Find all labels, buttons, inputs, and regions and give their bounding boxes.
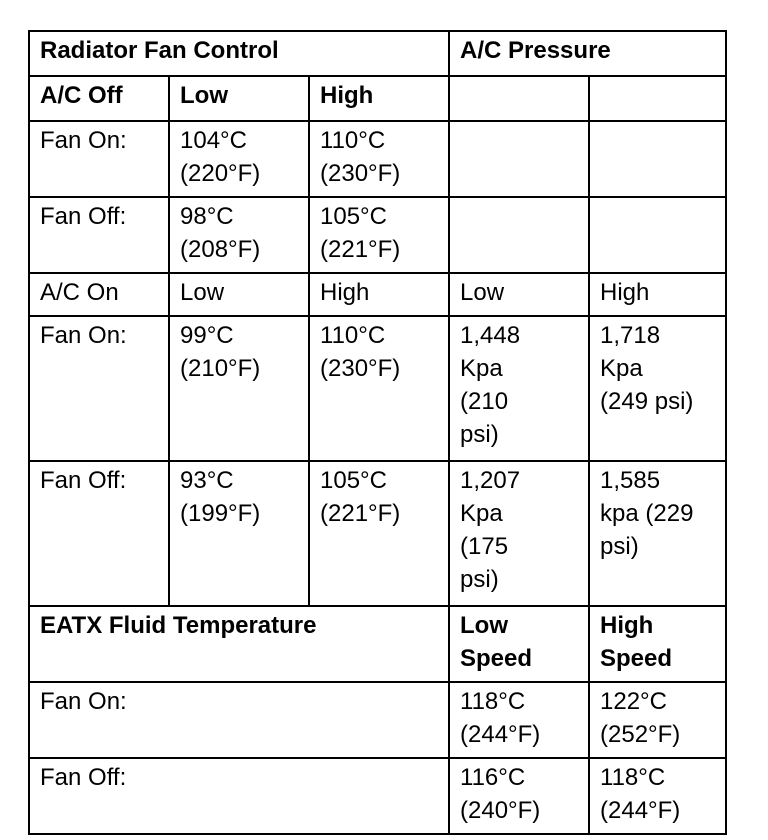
pressure-line: 1,585 [600,467,661,494]
eatx-fan-off-high [589,758,726,834]
ac-on-fan-on-row [29,316,726,461]
ac-on-fan-off-row [29,461,726,606]
pressure-line: Kpa [600,355,643,382]
ac-pressure-fan-off-low [449,461,589,606]
temp-celsius: 105°C [320,467,387,494]
pressure-line: 1,718 [600,322,661,349]
pressure-line: 1,207 [460,467,521,494]
row-label: Fan Off: [29,758,449,834]
ac-off-fan-off-low [169,197,309,273]
ac-off-header-row [29,76,726,121]
temp-fahrenheit: (244°F) [600,797,681,824]
table-title-row [29,31,726,76]
temp-fahrenheit: (240°F) [460,797,541,824]
empty-cell [589,197,726,273]
temp-fahrenheit: (199°F) [180,500,261,527]
ac-off-fan-on-row [29,121,726,197]
eatx-fluid-temperature-title: EATX Fluid Temperature [29,606,449,682]
eatx-fan-on-low [449,682,589,758]
radiator-fan-control-title: Radiator Fan Control [29,31,449,76]
eatx-fan-on-row [29,682,726,758]
temp-celsius: 118°C [600,764,666,791]
temp-celsius: 118°C [460,688,526,715]
eatx-header-row [29,606,726,682]
pressure-line: (249 psi) [600,388,694,415]
header-line: Low [460,612,509,639]
ac-pressure-high-header: High [589,273,726,316]
temp-celsius: 110°C [320,127,386,154]
temp-fahrenheit: (221°F) [320,236,401,263]
ac-on-fan-off-high [309,461,449,606]
temp-fahrenheit: (244°F) [460,721,541,748]
pressure-line: (210 [460,388,509,415]
ac-on-fan-on-low [169,316,309,461]
ac-pressure-low-header: Low [449,273,589,316]
header-line: High [600,612,654,639]
ac-off-fan-off-high [309,197,449,273]
pressure-line: Kpa [460,355,503,382]
row-label: Fan On: [29,316,169,461]
row-label: Fan On: [29,682,449,758]
ac-off-high-header: High [309,76,449,121]
temp-fahrenheit: (208°F) [180,236,261,263]
ac-on-fan-on-high [309,316,449,461]
pressure-line: kpa (229 [600,500,694,527]
ac-pressure-fan-off-high [589,461,726,606]
pressure-line: 1,448 [460,322,521,349]
eatx-fan-off-row [29,758,726,834]
pressure-line: psi) [460,566,499,593]
eatx-fan-off-low [449,758,589,834]
temp-fahrenheit: (230°F) [320,160,401,187]
fan-control-spec-table [28,30,727,835]
temp-celsius: 104°C [180,127,247,154]
ac-off-fan-off-row [29,197,726,273]
ac-on-fan-off-low [169,461,309,606]
empty-cell [449,76,589,121]
ac-off-fan-on-low [169,121,309,197]
temp-celsius: 98°C [180,203,234,230]
temp-celsius: 110°C [320,322,386,349]
empty-cell [589,76,726,121]
pressure-line: psi) [600,533,639,560]
ac-on-low-header: Low [169,273,309,316]
eatx-high-speed-header [589,606,726,682]
ac-off-fan-on-high [309,121,449,197]
ac-pressure-fan-on-high [589,316,726,461]
ac-off-label: A/C Off [29,76,169,121]
empty-cell [589,121,726,197]
temp-fahrenheit: (220°F) [180,160,261,187]
pressure-line: Kpa [460,500,503,527]
empty-cell [449,197,589,273]
temp-fahrenheit: (221°F) [320,500,401,527]
ac-on-high-header: High [309,273,449,316]
temp-fahrenheit: (252°F) [600,721,681,748]
temp-celsius: 122°C [600,688,667,715]
pressure-line: psi) [460,421,499,448]
temp-fahrenheit: (210°F) [180,355,261,382]
header-line: Speed [600,645,673,672]
row-label: Fan Off: [29,197,169,273]
eatx-fan-on-high [589,682,726,758]
row-label: Fan On: [29,121,169,197]
ac-pressure-fan-on-low [449,316,589,461]
ac-off-low-header: Low [169,76,309,121]
ac-pressure-title: A/C Pressure [449,31,726,76]
temp-celsius: 93°C [180,467,234,494]
temp-celsius: 116°C [460,764,526,791]
temp-celsius: 105°C [320,203,387,230]
ac-on-label: A/C On [29,273,169,316]
temp-fahrenheit: (230°F) [320,355,401,382]
ac-on-header-row [29,273,726,316]
row-label: Fan Off: [29,461,169,606]
eatx-low-speed-header [449,606,589,682]
temp-celsius: 99°C [180,322,234,349]
empty-cell [449,121,589,197]
pressure-line: (175 [460,533,509,560]
header-line: Speed [460,645,533,672]
